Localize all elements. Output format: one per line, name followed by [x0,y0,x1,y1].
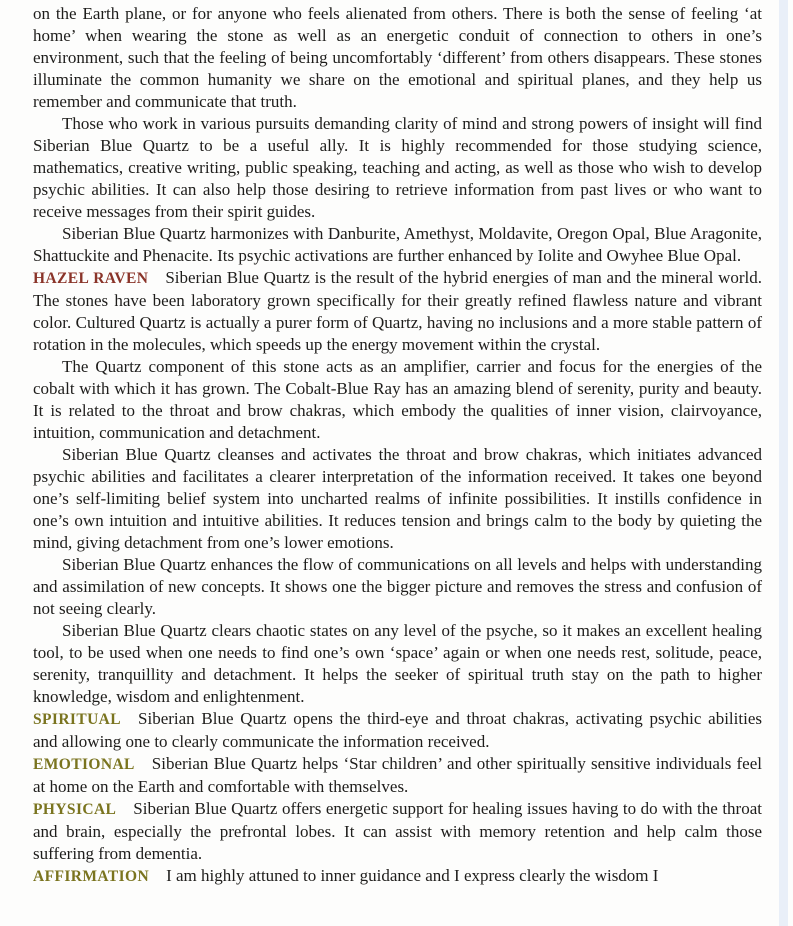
page-edge-strip [779,0,788,926]
paragraph-text: Those who work in various pursuits demanding clarity of mind and strong powers of insight will find Siberian Blue Quartz to be a useful ally. It is highly recommended for those studying science, mathematics, creative writing, public speaking, teaching and acting, as well as those who wish to develop psychic abilities. It can also help those desiring to retrieve information from past lives or who want to receive messages from their spirit guides. [33,114,762,221]
paragraph-text: Siberian Blue Quartz offers energetic support for healing issues having to do with the throat and brain, especially the prefrontal lobes. It can assist with memory retention and help calm those suffering from dementia. [33,799,762,863]
paragraph-text: The Quartz component of this stone acts as an amplifier, carrier and focus for the energies of the cobalt with which it has grown. The Cobalt-Blue Ray has an amazing blend of serenity, purity and beauty. It is related to the throat and brow chakras, which embody the qualities of inner vision, clairvoyance, intuition, communication and detachment. [33,357,762,442]
section-header: AFFIRMATION [33,868,150,885]
paragraph [33,223,762,267]
paragraph [33,444,762,554]
paragraph [33,865,762,888]
section-header: EMOTIONAL [33,756,135,773]
section-header: SPIRITUAL [33,711,122,728]
paragraph [33,798,762,865]
paragraph [33,113,762,223]
paragraph-text: Siberian Blue Quartz is the result of the hybrid energies of man and the mineral world. The stones have been laboratory grown specifically for their greatly refined flawless nature and vibrant color. Cultured Quartz is actually a purer form of Quartz, having no inclusions and a more stable pattern of rotation in the molecules, which speeds up the energy movement within the crystal. [33,268,762,354]
page-content [33,3,762,888]
paragraph-text: Siberian Blue Quartz harmonizes with Danburite, Amethyst, Moldavite, Oregon Opal, Blue Aragonite, Shattuckite and Phenacite. Its psychic activations are further enhanced by Iolite and Owyhee Blue Opal. [33,224,762,265]
paragraph-text: Siberian Blue Quartz opens the third-eye and throat chakras, activating psychic abilities and allowing one to clearly communicate the information received. [33,709,762,751]
paragraph-text: Siberian Blue Quartz cleanses and activates the throat and brow chakras, which initiates advanced psychic abilities and facilitates a clearer interpretation of the information received. It takes one beyond one’s self-limiting belief system into uncharted realms of infinite possibilities. It instills confidence in one’s own intuition and intuitive abilities. It reduces tension and brings calm to the body by quieting the mind, giving detachment from one’s lower emotions. [33,445,762,552]
paragraph [33,753,762,798]
section-header: PHYSICAL [33,801,117,818]
paragraph-text: Siberian Blue Quartz clears chaotic states on any level of the psyche, so it makes an excellent healing tool, to be used when one needs to find one’s own ‘space’ again or when one needs rest, solitude, peace, serenity, tranquillity and detachment. It helps the seeker of spiritual truth stay on the path to higher knowledge, wisdom and enlightenment. [33,621,762,706]
paragraph [33,356,762,444]
paragraph [33,708,762,753]
paragraph [33,554,762,620]
paragraph-text: Siberian Blue Quartz enhances the flow of communications on all levels and helps with understanding and assimilation of new concepts. It shows one the bigger picture and removes the stress and confusion of not seeing clearly. [33,555,762,618]
paragraph [33,620,762,708]
paragraph [33,267,762,356]
paragraph-text: Siberian Blue Quartz helps ‘Star children’ and other spiritually sensitive individuals feel at home on the Earth and comfortable with themselves. [33,754,762,796]
paragraph-text: on the Earth plane, or for anyone who feels alienated from others. There is both the sense of feeling ‘at home’ when wearing the stone as well as an energetic conduit of connection to others in one’s environment, such that the feeling of being uncomfortably ‘different’ from others disappears. These stones illuminate the common humanity we share on the emotional and spiritual planes, and they help us remember and communicate that truth. [33,4,762,111]
section-header: HAZEL RAVEN [33,270,149,287]
paragraph [33,3,762,113]
paragraph-text: I am highly attuned to inner guidance and I express clearly the wisdom I [166,866,659,885]
